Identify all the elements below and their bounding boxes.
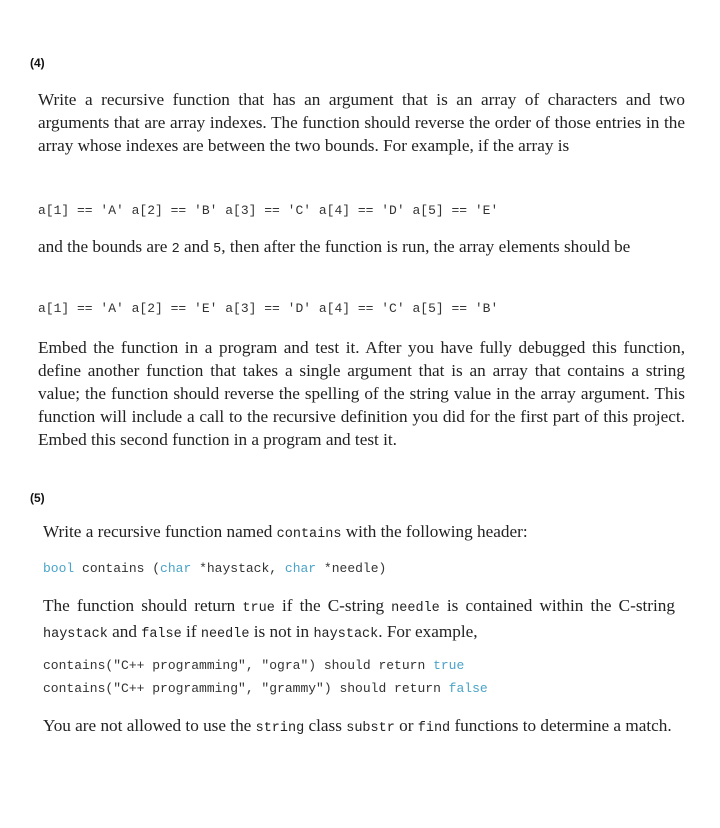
desc-haystack-param: haystack — [43, 627, 108, 642]
note-string-class: string — [255, 721, 305, 736]
header-char-type-2: char — [284, 561, 317, 576]
example-2-call: contains("C++ programming", "grammy") should return — [43, 681, 449, 696]
example-1-code — [43, 658, 464, 673]
example-1-result: true — [433, 658, 465, 673]
intro-function-name: contains — [276, 527, 342, 542]
problem-4-array-example-after: a[1] == 'A' a[2] == 'E' a[3] == 'D' a[4] == 'C' a[5] == 'B' — [38, 301, 499, 316]
bounds-text-a: and the bounds are — [38, 237, 172, 256]
problem-4-paragraph-2 — [38, 235, 685, 261]
problem-5-description — [43, 594, 675, 646]
desc-text-1: The function should return — [43, 596, 243, 615]
desc-haystack-param-2: haystack — [313, 627, 379, 642]
bounds-text-c: , then after the function is run, the array elements should be — [221, 237, 631, 256]
desc-true-keyword: true — [242, 601, 275, 616]
problem-5-intro — [43, 520, 683, 546]
example-2-result: false — [448, 681, 488, 696]
note-find-function: find — [417, 721, 451, 736]
header-function-name: contains ( — [74, 561, 161, 576]
header-char-type-1: char — [160, 561, 192, 576]
desc-text-5: if — [181, 622, 201, 641]
note-substr-function: substr — [346, 721, 395, 736]
example-1-call: contains("C++ programming", "ogra") should return — [43, 658, 434, 673]
note-text-2: class — [304, 716, 347, 735]
problem-4-paragraph-1: Write a recursive function that has an argument that is an array of characters and two arguments that are array indexes. The function should reverse the order of those entries in the array whose indexes are between the two bounds. For example, if the array is — [38, 90, 685, 155]
problem-4-array-example-before: a[1] == 'A' a[2] == 'B' a[3] == 'C' a[4] == 'D' a[5] == 'E' — [38, 203, 499, 218]
intro-text-b: with the following header: — [341, 522, 528, 541]
desc-text-2: if the C-string — [274, 596, 392, 615]
bounds-text-b: and — [179, 237, 214, 256]
note-text-1: You are not allowed to use the — [43, 716, 256, 735]
header-return-type: bool — [43, 561, 75, 576]
desc-text-3: is contained within the C-string — [439, 596, 675, 615]
desc-text-6: is not in — [249, 622, 314, 641]
header-param-1: *haystack, — [191, 561, 285, 576]
problem-4-label: (4) — [30, 56, 45, 70]
desc-false-keyword: false — [141, 627, 182, 642]
desc-text-7: . For example, — [378, 622, 478, 641]
upper-bound-value: 5 — [213, 242, 222, 257]
desc-text-4: and — [107, 622, 142, 641]
header-param-2: *needle) — [316, 561, 387, 576]
problem-5-label: (5) — [30, 491, 45, 505]
desc-needle-param: needle — [391, 601, 440, 616]
function-header-code — [43, 561, 386, 576]
intro-text-a: Write a recursive function named — [43, 522, 277, 541]
problem-4-paragraph-3: Embed the function in a program and test it. After you have fully debugged this function, define another function that takes a single argument that is an array that contains a string value; the function should reverse the spelling of the string value in the array argument. This function will include a call to the recursive definition you did for the first part of this project. Embed this second function in a program and test it. — [38, 338, 685, 449]
lower-bound-value: 2 — [171, 242, 180, 257]
problem-5-note — [43, 714, 683, 740]
example-2-code — [43, 681, 488, 696]
desc-needle-param-2: needle — [200, 627, 250, 642]
note-text-3: or — [394, 716, 418, 735]
note-text-4: functions to determine a match. — [450, 716, 672, 735]
